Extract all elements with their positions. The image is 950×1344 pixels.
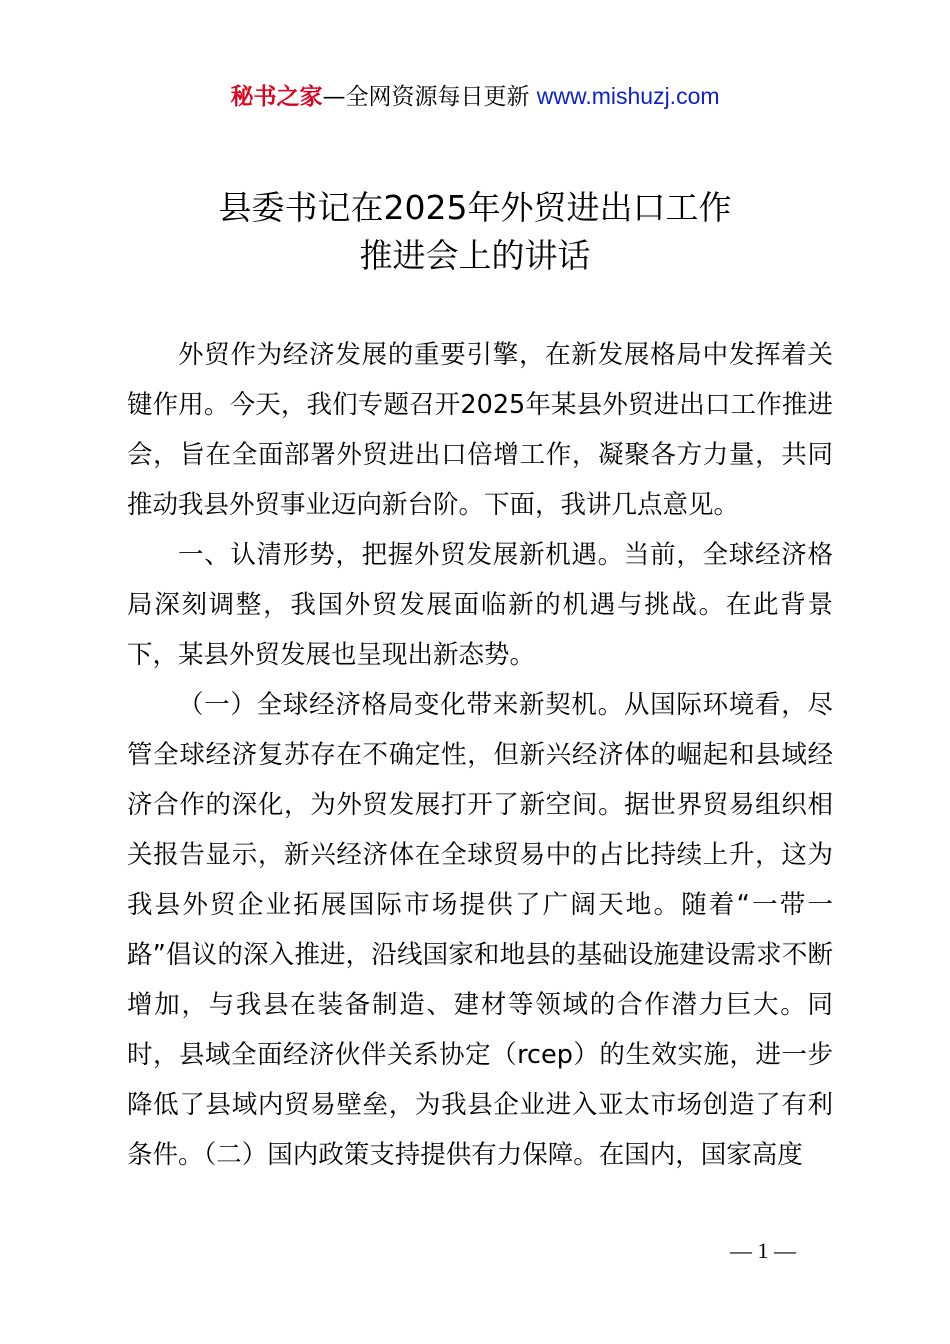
paragraph-2: 一、认清形势，把握外贸发展新机遇。当前，全球经济格局深刻调整，我国外贸发展面临新的机遇与挑战。在此背景下，某县外贸发展也呈现出新态势。 bbox=[127, 540, 833, 670]
document-body bbox=[127, 330, 833, 1180]
title-line-2: 推进会上的讲话 bbox=[359, 236, 591, 275]
document-title bbox=[0, 184, 950, 280]
header-tagline: —全网资源每日更新 bbox=[322, 84, 530, 110]
brand-name: 秘书之家 bbox=[230, 84, 323, 110]
title-line-1: 县委书记在2025年外贸进出口工作 bbox=[218, 188, 732, 227]
paragraph-1: 外贸作为经济发展的重要引擎，在新发展格局中发挥着关键作用。今天，我们专题召开2025年某县外贸进出口工作推进会，旨在全面部署外贸进出口倍增工作，凝聚各方力量，共同推动我县外贸事业迈向新台阶。下面，我讲几点意见。 bbox=[127, 340, 833, 520]
page-number: — 1 — bbox=[730, 1238, 796, 1263]
site-url[interactable]: www.mishuzj.com bbox=[536, 83, 720, 109]
site-header bbox=[0, 80, 950, 113]
paragraph-3: （一）全球经济格局变化带来新契机。从国际环境看，尽管全球经济复苏存在不确定性，但新兴经济体的崛起和县域经济合作的深化，为外贸发展打开了新空间。据世界贸易组织相关报告显示，新兴经济体在全球贸易中的占比持续上升，这为我县外贸企业拓展国际市场提供了广阔天地。随着“一带一路”倡议的深入推进，沿线国家和地县的基础设施建设需求不断增加，与我县在装备制造、建材等领域的合作潜力巨大。同时，县域全面经济伙伴关系协定（rcep）的生效实施，进一步降低了县域内贸易壁垒，为我县企业进入亚太市场创造了有利条件。（二）国内政策支持提供有力保障。在国内，国家高度 bbox=[127, 690, 833, 1170]
